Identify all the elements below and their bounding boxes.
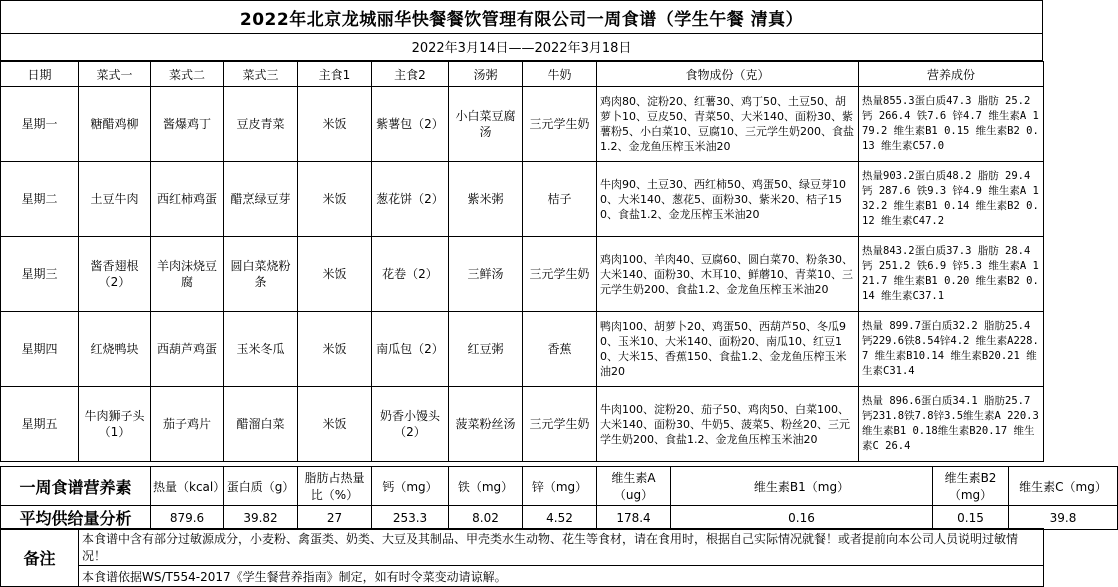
ingredients-cell: 鸭肉100、胡萝卜20、鸡蛋50、西葫芦50、冬瓜90、玉米10、大米140、面粉20、南瓜10、红豆10、大米15、香蕉150、食盐1.2、金龙鱼压榨玉米油20 (597, 312, 859, 387)
summary-value: 0.16 (671, 506, 933, 530)
notes-standard-text: 本食谱依据WS/T554-2017《学生餐营养指南》制定，如有时令菜变动请谅解。 (79, 566, 1044, 587)
milk-cell: 香蕉 (523, 312, 597, 387)
dish1-cell: 土豆牛肉 (79, 162, 151, 237)
header-soup: 汤粥 (449, 62, 523, 87)
table-row (1, 237, 1044, 312)
dish3-cell: 豆皮青菜 (224, 87, 298, 162)
nutrition-cell: 热量855.3蛋白质47.3 脂肪 25.2 钙 266.4 铁7.6 锌4.7 维生素A 179.2 维生素B1 0.15 维生素B2 0.13 维生素C57.0 (859, 87, 1044, 162)
soup-cell: 三鲜汤 (449, 237, 523, 312)
summary-header: 热量（kcal） (151, 467, 224, 506)
summary-header: 蛋白质（g） (224, 467, 298, 506)
menu-header-row (1, 62, 1044, 87)
notes-row (1, 529, 1044, 566)
date-range: 2022年3月14日——2022年3月18日 (0, 33, 1043, 61)
notes-row (1, 566, 1044, 587)
summary-header: 维生素B1（mg） (671, 467, 933, 506)
summary-value: 178.4 (597, 506, 671, 530)
summary-label-weekly: 一周食谱营养素 (1, 467, 151, 506)
summary-header: 维生素C（mg） (1009, 467, 1118, 506)
staple1-cell: 米饭 (298, 237, 372, 312)
notes-label: 备注 (1, 529, 79, 587)
dish3-cell: 圆白菜烧粉条 (224, 237, 298, 312)
staple2-cell: 紫薯包（2） (372, 87, 449, 162)
summary-value: 39.82 (224, 506, 298, 530)
table-row (1, 312, 1044, 387)
header-dish2: 菜式二 (151, 62, 224, 87)
header-nutrition: 营养成份 (859, 62, 1044, 87)
dish3-cell: 醋溜白菜 (224, 387, 298, 462)
summary-header-row (1, 467, 1118, 506)
day-cell: 星期三 (1, 237, 79, 312)
summary-header: 钙（mg） (372, 467, 449, 506)
header-dish3: 菜式三 (224, 62, 298, 87)
summary-header: 铁（mg） (449, 467, 523, 506)
dish3-cell: 醋烹绿豆芽 (224, 162, 298, 237)
dish3-cell: 玉米冬瓜 (224, 312, 298, 387)
staple2-cell: 奶香小馒头（2） (372, 387, 449, 462)
staple1-cell: 米饭 (298, 387, 372, 462)
nutrition-summary-table (0, 466, 1118, 530)
summary-header: 锌（mg） (523, 467, 597, 506)
nutrition-cell: 热量 899.7蛋白质32.2 脂肪25.4 钙229.6铁8.54锌4.2 维生素A228.7 维生素B10.14 维生素B20.21 维生素C31.4 (859, 312, 1044, 387)
dish2-cell: 西红柿鸡蛋 (151, 162, 224, 237)
summary-value: 0.15 (933, 506, 1009, 530)
dish1-cell: 红烧鸭块 (79, 312, 151, 387)
notes-table (0, 528, 1044, 587)
dish1-cell: 酱香翅根（2） (79, 237, 151, 312)
table-row (1, 162, 1044, 237)
table-row (1, 387, 1044, 462)
dish2-cell: 茄子鸡片 (151, 387, 224, 462)
summary-value: 8.02 (449, 506, 523, 530)
staple1-cell: 米饭 (298, 162, 372, 237)
summary-header: 维生素A（ug） (597, 467, 671, 506)
summary-header: 脂肪占热量比（%） (298, 467, 372, 506)
summary-label-average: 平均供给量分析 (1, 506, 151, 530)
page-title: 2022年北京龙城丽华快餐餐饮管理有限公司一周食谱（学生午餐 清真） (0, 0, 1043, 34)
staple1-cell: 米饭 (298, 312, 372, 387)
nutrition-cell: 热量843.2蛋白质37.3 脂肪 28.4 钙 251.2 铁6.9 锌5.3 维生素A 121.7 维生素B1 0.20 维生素B2 0.14 维生素C37.1 (859, 237, 1044, 312)
soup-cell: 红豆粥 (449, 312, 523, 387)
milk-cell: 三元学生奶 (523, 237, 597, 312)
summary-value: 4.52 (523, 506, 597, 530)
milk-cell: 三元学生奶 (523, 87, 597, 162)
day-cell: 星期四 (1, 312, 79, 387)
dish1-cell: 牛肉狮子头（1） (79, 387, 151, 462)
soup-cell: 菠菜粉丝汤 (449, 387, 523, 462)
soup-cell: 紫米粥 (449, 162, 523, 237)
summary-value: 27 (298, 506, 372, 530)
milk-cell: 桔子 (523, 162, 597, 237)
ingredients-cell: 牛肉90、土豆30、西红柿50、鸡蛋50、绿豆芽100、大米140、葱花5、面粉30、紫米20、桔子150、食盐1.2、金龙压榨玉米油20 (597, 162, 859, 237)
milk-cell: 三元学生奶 (523, 387, 597, 462)
header-dish1: 菜式一 (79, 62, 151, 87)
notes-allergen-text: 本食谱中含有部分过敏源成分，小麦粉、禽蛋类、奶类、大豆及其制品、甲壳类水生动物、花生等食材，请在食用时，根据自己实际情况就餐！或者提前向本公司人员说明过敏情况！ (79, 529, 1044, 566)
header-ingredients: 食物成份（克） (597, 62, 859, 87)
dish2-cell: 酱爆鸡丁 (151, 87, 224, 162)
summary-value-row (1, 506, 1118, 530)
soup-cell: 小白菜豆腐汤 (449, 87, 523, 162)
dish1-cell: 糖醋鸡柳 (79, 87, 151, 162)
staple1-cell: 米饭 (298, 87, 372, 162)
weekly-menu-table (0, 61, 1044, 462)
ingredients-cell: 鸡肉100、羊肉40、豆腐60、圆白菜70、粉条30、大米140、面粉30、木耳10、鲜蘑10、青菜10、三元学生奶200、食盐1.2、金龙鱼压榨玉米油20 (597, 237, 859, 312)
summary-value: 253.3 (372, 506, 449, 530)
staple2-cell: 葱花饼（2） (372, 162, 449, 237)
table-row (1, 87, 1044, 162)
staple2-cell: 南瓜包（2） (372, 312, 449, 387)
nutrition-cell: 热量 896.6蛋白质34.1 脂肪25.7 钙231.8铁7.8锌3.5维生素A 220.3维生素B1 0.18维生素B20.17 维生素C 26.4 (859, 387, 1044, 462)
day-cell: 星期二 (1, 162, 79, 237)
staple2-cell: 花卷（2） (372, 237, 449, 312)
ingredients-cell: 鸡肉80、淀粉20、红薯30、鸡丁50、土豆50、胡萝卜10、豆皮50、青菜50、大米140、面粉30、紫薯粉5、小白菜10、豆腐10、三元学生奶200、食盐1.2、金龙鱼压榨玉米油20 (597, 87, 859, 162)
header-staple1: 主食1 (298, 62, 372, 87)
day-cell: 星期一 (1, 87, 79, 162)
summary-header: 维生素B2（mg） (933, 467, 1009, 506)
summary-value: 879.6 (151, 506, 224, 530)
summary-value: 39.8 (1009, 506, 1118, 530)
dish2-cell: 西葫芦鸡蛋 (151, 312, 224, 387)
header-date: 日期 (1, 62, 79, 87)
ingredients-cell: 牛肉100、淀粉20、茄子50、鸡肉50、白菜100、大米140、面粉30、牛奶5、菠菜5、粉丝20、三元学生奶200、食盐1.2、金龙鱼压榨玉米油20 (597, 387, 859, 462)
nutrition-cell: 热量903.2蛋白质48.2 脂肪 29.4 钙 287.6 铁9.3 锌4.9 维生素A 132.2 维生素B1 0.14 维生素B2 0.12 维生素C47.2 (859, 162, 1044, 237)
day-cell: 星期五 (1, 387, 79, 462)
header-staple2: 主食2 (372, 62, 449, 87)
dish2-cell: 羊肉沫烧豆腐 (151, 237, 224, 312)
header-milk: 牛奶 (523, 62, 597, 87)
